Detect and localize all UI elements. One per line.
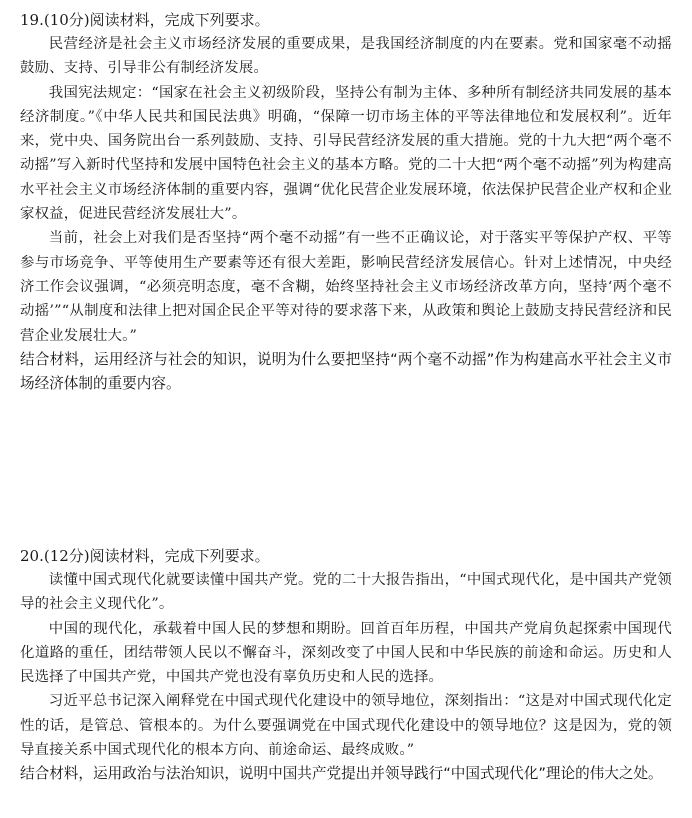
- question-19-material-paragraph-1: 民营经济是社会主义市场经济发展的重要成果，是我国经济制度的内在要素。党和国家毫不动摇鼓励、支持、引导非公有制经济发展。: [20, 36, 672, 77]
- question-20-task: 结合材料，运用政治与法治知识，说明中国共产党提出并领导践行“中国式现代化”理论的伟大之处。: [20, 765, 663, 783]
- question-20-material-paragraph-1: 读懂中国式现代化就要读懂中国共产党。党的二十大报告指出，“中国式现代化，是中国共产党领导的社会主义现代化”。: [20, 572, 672, 613]
- question-19-material-paragraph-2: 我国宪法规定：“国家在社会主义初级阶段，坚持公有制为主体、多种所有制经济共同发展的基本经济制度。”《中华人民共和国民法典》明确，“保障一切市场主体的平等法律地位和发展权利”。近年来，党中央、国务院出台一系列鼓励、支持、引导民营经济发展的重大措施。党的十九大把“两个毫不动摇”写入新时代坚持和发展中国特色社会主义的基本方略。党的二十大把“两个毫不动摇”列为构建高水平社会主义市场经济体制的重要内容，强调“优化民营企业发展环境，依法保护民营企业产权和企业家权益，促进民营经济发展壮大”。: [20, 84, 672, 223]
- question-19-material-paragraph-3: 当前，社会上对我们是否坚持“两个毫不动摇”有一些不正确议论，对于落实平等保护产权、平等参与市场竞争、平等使用生产要素等还有很大差距，影响民营经济发展信心。针对上述情况，中央经济工作会议强调，“必须亮明态度，毫不含糊，始终坚持社会主义市场经济改革方向，坚持‘两个毫不动摇’”“从制度和法律上把对国企民企平等对待的要求落下来，从政策和舆论上鼓励支持民营经济和民营企业发展壮大。”: [20, 230, 672, 344]
- question-20-material-paragraph-3: 习近平总书记深入阐释党在中国式现代化建设中的领导地位，深刻指出：“这是对中国式现代化定性的话，是管总、管根本的。为什么要强调党在中国式现代化建设中的领导地位？这是因为，党的领导直接关系中国式现代化的根本方向、前途命运、最终成败。”: [20, 693, 672, 759]
- question-19: [20, 8, 672, 397]
- question-20-material-paragraph-2: 中国的现代化，承载着中国人民的梦想和期盼。回首百年历程，中国共产党肩负起探索中国现代化道路的重任，团结带领人民以不懈奋斗，深刻改变了中国人民和中华民族的前途和命运。历史和人民选择了中国共产党，中国共产党也没有辜负历史和人民的选择。: [20, 620, 672, 686]
- question-19-heading: 19.(10分)阅读材料，完成下列要求。: [20, 11, 270, 29]
- question-19-task: 结合材料，运用经济与社会的知识，说明为什么要把坚持“两个毫不动摇”作为构建高水平社会主义市场经济体制的重要内容。: [20, 350, 673, 393]
- question-20: [20, 544, 672, 787]
- question-20-heading: 20.(12分)阅读材料，完成下列要求。: [20, 547, 270, 565]
